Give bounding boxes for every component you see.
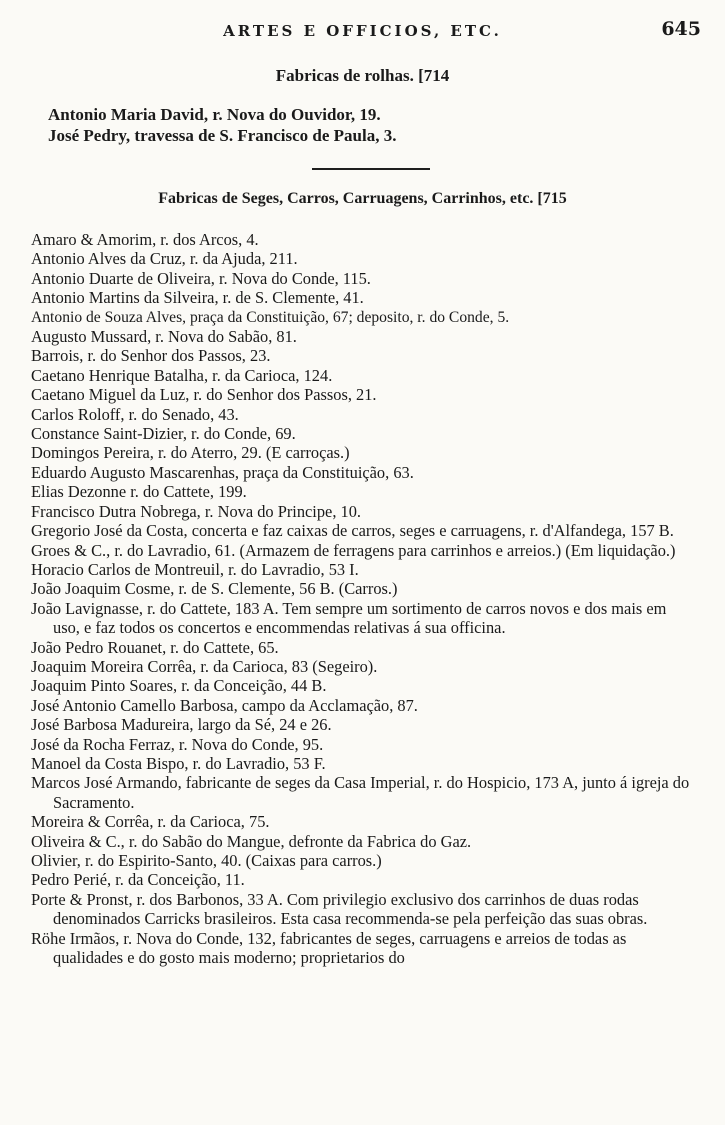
list-item: Domingos Pereira, r. do Aterro, 29. (E carroças.) [31, 443, 350, 463]
running-title: ARTES E OFFICIOS, ETC. [223, 22, 502, 40]
list-item: Carlos Roloff, r. do Senado, 43. [31, 404, 239, 424]
list-item: Francisco Dutra Nobrega, r. Nova do Principe, 10. [31, 501, 362, 521]
rolhas-entries [48, 104, 708, 146]
section-title-rolhas: Fabricas de rolhas. [714 [275, 66, 450, 85]
list-item: Barrois, r. do Senhor dos Passos, 23. [31, 346, 271, 366]
list-item: Joaquim Pinto Soares, r. da Conceição, 44 B. [31, 676, 327, 696]
list-item: José Pedry, travessa de S. Francisco de Paula, 3. [48, 126, 397, 145]
list-item: Caetano Miguel da Luz, r. do Senhor dos Passos, 21. [31, 385, 377, 405]
page-number: 645 [661, 18, 701, 40]
list-item: João Pedro Rouanet, r. do Cattete, 65. [31, 637, 279, 657]
list-item: Amaro & Amorim, r. dos Arcos, 4. [31, 230, 259, 249]
list-item: Olivier, r. do Espirito-Santo, 40. (Caixas para carros.) [31, 851, 382, 870]
list-item: Elias Dezonne r. do Cattete, 199. [31, 482, 247, 502]
list-item: Moreira & Corrêa, r. da Carioca, 75. [31, 812, 270, 832]
list-item: José da Rocha Ferraz, r. Nova do Conde, 95. [31, 734, 324, 754]
list-item: Antonio Martins da Silveira, r. de S. Clemente, 41. [31, 288, 364, 308]
running-head [0, 18, 725, 48]
list-item: Eduardo Augusto Mascarenhas, praça da Constituição, 63. [31, 462, 414, 482]
list-item: Joaquim Moreira Corrêa, r. da Carioca, 83 (Segeiro). [31, 656, 378, 676]
list-item: José Barbosa Madureira, largo da Sé, 24 e 26. [31, 715, 332, 735]
list-item: João Joaquim Cosme, r. de S. Clemente, 56 B. (Carros.) [31, 579, 398, 599]
list-item: Röhe Irmãos, r. Nova do Conde, 132, fabricantes de seges, carruagens e arreios de todas as qualidades e do gosto mais moderno; proprietarios do [31, 928, 627, 968]
list-item: Constance Saint-Dizier, r. do Conde, 69. [31, 424, 296, 444]
section-title-seges: Fabricas de Seges, Carros, Carruagens, Carrinhos, etc. [715 [158, 190, 567, 207]
list-item: José Antonio Camello Barbosa, campo da Acclamação, 87. [31, 695, 418, 715]
list-item: Antonio Maria David, r. Nova do Ouvidor, 19. [48, 105, 381, 124]
list-item: Augusto Mussard, r. Nova do Sabão, 81. [31, 327, 297, 347]
seges-entries [31, 230, 696, 967]
list-item: Groes & C., r. do Lavradio, 61. (Armazem de ferragens para carrinhos e arreios.) (Em liquidação.) [31, 540, 676, 560]
list-item: Horacio Carlos de Montreuil, r. do Lavradio, 53 I. [31, 559, 359, 579]
list-item: Gregorio José da Costa, concerta e faz caixas de carros, seges e carruagens, r. d'Alfandega, 157 B. [31, 521, 674, 541]
list-item: Pedro Perié, r. da Conceição, 11. [31, 870, 245, 890]
list-item: Marcos José Armando, fabricante de seges da Casa Imperial, r. do Hospicio, 173 A, junto á igreja do Sacramento. [31, 773, 690, 812]
list-item: Manoel da Costa Bispo, r. do Lavradio, 53 F. [31, 753, 326, 773]
list-item: Caetano Henrique Batalha, r. da Carioca, 124. [31, 365, 333, 385]
list-item: Antonio Alves da Cruz, r. da Ajuda, 211. [31, 249, 298, 269]
list-item: Antonio de Souza Alves, praça da Constituição, 67; deposito, r. do Conde, 5. [31, 308, 510, 326]
list-item: João Lavignasse, r. do Cattete, 183 A. Tem sempre um sortimento de carros novos e dos mais em uso, e faz todos os concertos e encommendas relativas á sua officina. [31, 598, 667, 638]
section-divider [312, 168, 430, 170]
list-item: Porte & Pronst, r. dos Barbonos, 33 A. Com privilegio exclusivo dos carrinhos de duas rodas denominados Carricks brasileiros. Esta casa recommenda-se pela perfeição das suas obras. [31, 889, 648, 929]
list-item: Oliveira & C., r. do Sabão do Mangue, defronte da Fabrica do Gaz. [31, 831, 472, 851]
list-item: Antonio Duarte de Oliveira, r. Nova do Conde, 115. [31, 268, 371, 288]
